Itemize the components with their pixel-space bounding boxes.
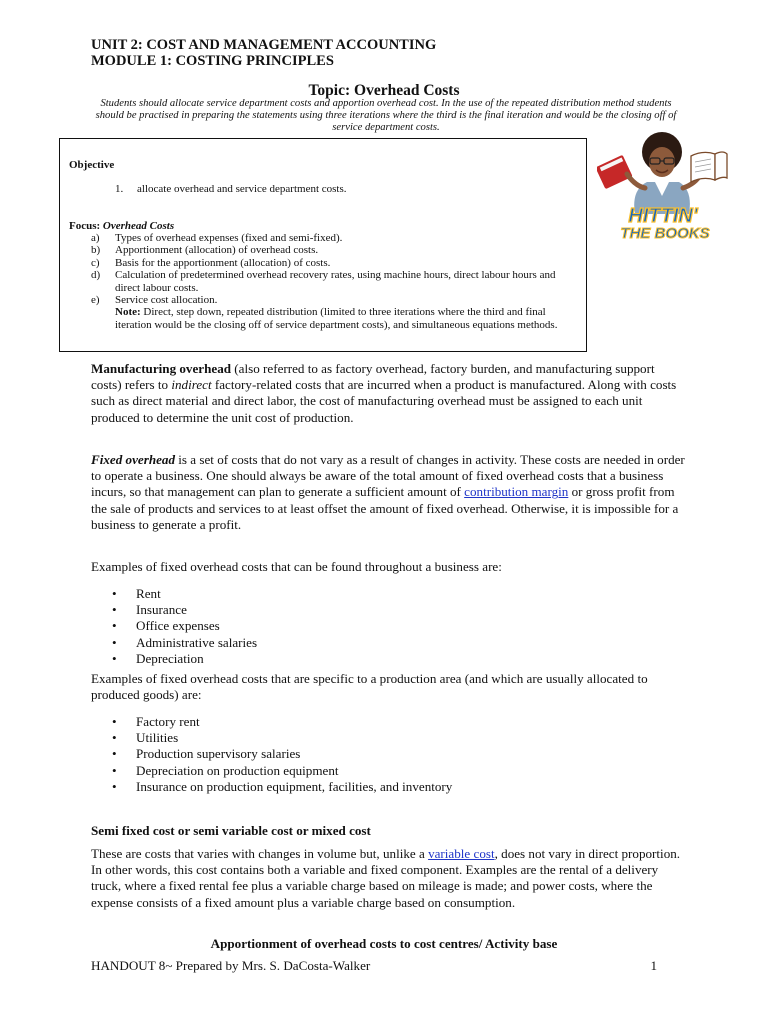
page-footer xyxy=(91,958,657,974)
contribution-margin-link[interactable]: contribution margin xyxy=(464,484,569,500)
objective-number: 1. xyxy=(115,183,124,195)
examples-intro-paragraph: Examples of fixed overhead costs that can be found throughout a business are: xyxy=(91,559,502,574)
topic-title: Topic: Overhead Costs xyxy=(308,82,460,99)
list-item: • Insurance xyxy=(112,602,257,618)
focus-item xyxy=(91,244,561,256)
para2-text-a: is a set of costs that do not vary as a result of changes in activity. These costs are needed in order to operate a business. One should always be aware of the total amount of fixed overhead costs that a business incurs, so that management can plan to generate a sufficient amount of xyxy=(91,452,685,500)
focus-letter: a) xyxy=(91,232,100,244)
objective-box xyxy=(59,138,587,352)
production-examples-paragraph: Examples of fixed overhead costs that are specific to a production area (and which are usually allocated to produced goods) are: xyxy=(91,671,648,703)
manufacturing-overhead-paragraph xyxy=(91,361,686,426)
mascot-line1: HITTIN' xyxy=(628,205,698,227)
para5-text-b: , does not vary in direct proportion. In other words, this cost contains both a variable and fixed component. Examples are the rental of a delivery truck, where a fixed rental fee plus a variable charge based on mileage is made; and power costs, where the expense consists of a fixed amount plus a variable charge based on consumption. xyxy=(91,846,681,910)
focus-list xyxy=(91,232,561,331)
list-item: • Office expenses xyxy=(112,618,257,634)
focus-text: Calculation of predetermined overhead recovery rates, using machine hours, direct labour hours and direct labour costs. xyxy=(115,269,556,294)
list-item: • Utilities xyxy=(112,730,452,746)
para2-text-b: or gross profit from the sale of products and services to at least offset the amount of fixed overhead. Otherwise, it is impossible for a business to generate a profit. xyxy=(91,484,679,532)
focus-text: Apportionment (allocation) of overhead costs. xyxy=(115,244,319,257)
note-label: Note: xyxy=(115,306,141,319)
focus-text: Service cost allocation. xyxy=(115,294,218,307)
fixed-overhead-examples-list xyxy=(112,586,257,667)
unit-title: UNIT 2: COST AND MANAGEMENT ACCOUNTING xyxy=(91,37,437,53)
production-overhead-examples-list xyxy=(112,714,452,795)
focus-letter: b) xyxy=(91,244,101,257)
list-item: • Production supervisory salaries xyxy=(112,746,452,762)
semi-fixed-paragraph xyxy=(91,846,686,911)
hittin-the-books-mascot-icon xyxy=(597,130,729,242)
list-item: • Depreciation xyxy=(112,651,257,667)
fixed-overhead-paragraph xyxy=(91,452,686,533)
emphasis-indirect: indirect xyxy=(171,377,212,393)
girl-figure-icon xyxy=(627,132,701,214)
mascot-line2: THE BOOKS xyxy=(620,225,710,242)
variable-cost-link[interactable]: variable cost xyxy=(428,846,495,861)
focus-text: Basis for the apportionment (allocation) of costs. xyxy=(115,256,331,269)
module-title: MODULE 1: COSTING PRINCIPLES xyxy=(91,53,334,69)
list-item: • Factory rent xyxy=(112,714,452,730)
page-number: 1 xyxy=(650,958,657,973)
list-item: • Administrative salaries xyxy=(112,635,257,651)
para1-text-b: factory-related costs that are incurred when a product is manufactured. Along with costs such as direct material and direct labor, the cost of manufacturing overhead must be assigned to each unit produced to determine the unit cost of production. xyxy=(91,377,677,425)
focus-note xyxy=(115,306,561,331)
focus-letter: c) xyxy=(91,256,100,269)
intro-note: Students should allocate service department costs and apportion overhead cost. In the use of the repeated distribution method students should be practised in preparing the statements using three iterations where the third is the final iteration and would be the closing off of service department costs. xyxy=(95,98,677,133)
note-text: Direct, step down, repeated distribution (limited to three iterations where the third and final iteration would be the closing off of service department costs), and simultaneous equations methods. xyxy=(115,306,558,331)
objective-title: Objective xyxy=(69,159,115,171)
focus-heading xyxy=(69,220,174,232)
term-manufacturing-overhead: Manufacturing overhead xyxy=(91,361,232,376)
focus-item xyxy=(91,232,561,244)
focus-item xyxy=(91,294,561,331)
focus-text: Types of overhead expenses (fixed and semi-fixed). xyxy=(115,232,343,244)
open-book-icon xyxy=(691,152,727,182)
focus-label: Focus: xyxy=(69,220,101,232)
focus-topic: Overhead Costs xyxy=(102,220,175,232)
apportionment-heading: Apportionment of overhead costs to cost centres/ Activity base xyxy=(210,936,558,951)
list-item: • Rent xyxy=(112,586,257,602)
para1-text-a: (also referred to as factory overhead, factory burden, and manufacturing support costs) refers to xyxy=(91,361,655,393)
objective-text: allocate overhead and service department costs. xyxy=(137,183,347,195)
semi-fixed-heading: Semi fixed cost or semi variable cost or mixed cost xyxy=(91,823,371,838)
objective-item xyxy=(115,183,347,195)
list-item: • Insurance on production equipment, facilities, and inventory xyxy=(112,779,452,795)
list-item: • Depreciation on production equipment xyxy=(112,763,452,779)
focus-letter: e) xyxy=(91,294,100,307)
para5-text-a: These are costs that varies with changes in volume but, unlike a xyxy=(91,846,429,861)
focus-item xyxy=(91,257,561,269)
footer-text: HANDOUT 8~ Prepared by Mrs. S. DaCosta-Walker xyxy=(91,958,371,973)
focus-item xyxy=(91,269,561,294)
term-fixed-overhead: Fixed overhead xyxy=(91,452,176,467)
focus-letter: d) xyxy=(91,269,101,282)
